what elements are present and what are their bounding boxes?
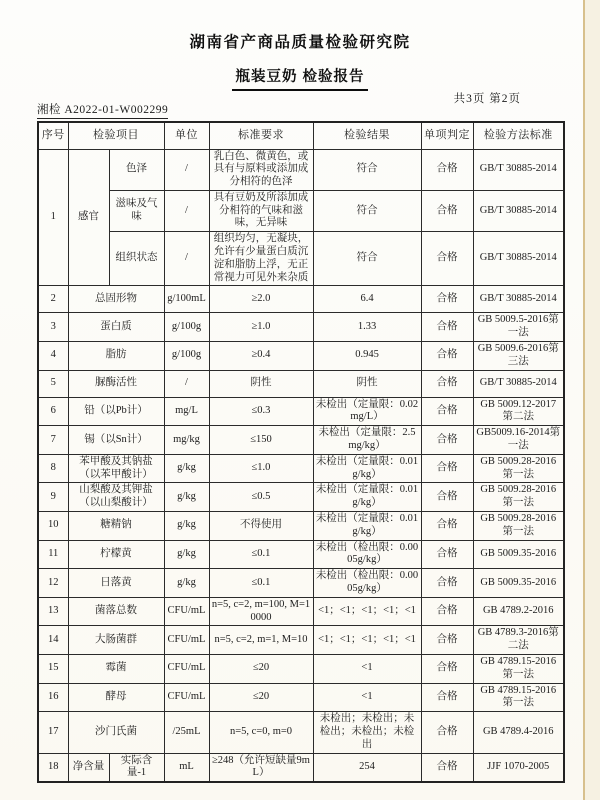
- cell-unit: /: [164, 232, 209, 286]
- cell-result: <1: [313, 683, 421, 712]
- cell-judgement: 合格: [421, 313, 473, 342]
- cell-result: 符合: [313, 232, 421, 286]
- cell-item: 蛋白质: [68, 313, 164, 342]
- cell-item: 铅（以Pb计）: [68, 397, 164, 426]
- cell-seq-no: 17: [38, 712, 68, 753]
- header-result: 检验结果: [313, 122, 421, 149]
- cell-result: 1.33: [313, 313, 421, 342]
- cell-method: GB 5009.5-2016第一法: [473, 313, 564, 342]
- table-row: [38, 712, 564, 753]
- cell-unit: CFU/mL: [164, 683, 209, 712]
- cell-result: 未检出（定量限：0.02mg/L）: [313, 397, 421, 426]
- cell-seq-no: 6: [38, 397, 68, 426]
- table-row: [38, 626, 564, 655]
- table-row: [38, 569, 564, 598]
- cell-item: 沙门氏菌: [68, 712, 164, 753]
- cell-result: 未检出（定量限：0.01g/kg）: [313, 454, 421, 483]
- header-unit: 单位: [164, 122, 209, 149]
- cell-method: GB/T 30885-2014: [473, 190, 564, 231]
- cell-unit: g/kg: [164, 569, 209, 598]
- cell-item: 苯甲酸及其钠盐（以苯甲酸计）: [68, 454, 164, 483]
- cell-item-sub: 实际含量-1: [109, 753, 164, 782]
- cell-standard: ≤20: [209, 683, 313, 712]
- cell-seq-no: 9: [38, 483, 68, 512]
- cell-result: 未检出（检出限：0.0005g/kg）: [313, 569, 421, 598]
- cell-judgement: 合格: [421, 655, 473, 684]
- cell-unit: CFU/mL: [164, 655, 209, 684]
- table-row: [38, 342, 564, 371]
- cell-judgement: 合格: [421, 190, 473, 231]
- cell-result: 0.945: [313, 342, 421, 371]
- cell-item: 山梨酸及其钾盐（以山梨酸计）: [68, 483, 164, 512]
- org-title: 湖南省产商品质量检验研究院: [189, 34, 411, 51]
- cell-judgement: 合格: [421, 683, 473, 712]
- cell-method: GB 4789.2-2016: [473, 597, 564, 626]
- cell-seq-no: 2: [38, 286, 68, 313]
- cell-judgement: 合格: [421, 753, 473, 782]
- cell-unit: mg/L: [164, 397, 209, 426]
- cell-judgement: 合格: [421, 712, 473, 753]
- cell-seq-no: 13: [38, 597, 68, 626]
- cell-item-group: 感官: [68, 149, 109, 286]
- cell-method: GB 4789.3-2016第二法: [473, 626, 564, 655]
- cell-unit: g/kg: [164, 483, 209, 512]
- cell-result: 符合: [313, 190, 421, 231]
- cell-seq-no: 15: [38, 655, 68, 684]
- cell-judgement: 合格: [421, 569, 473, 598]
- cell-seq-no: 8: [38, 454, 68, 483]
- cell-item: 糖精钠: [68, 512, 164, 541]
- cell-unit: /: [164, 370, 209, 397]
- table-row: [38, 540, 564, 569]
- cell-judgement: 合格: [421, 626, 473, 655]
- cell-judgement: 合格: [421, 512, 473, 541]
- cell-seq-no: 14: [38, 626, 68, 655]
- cell-method: GB 5009.28-2016 第一法: [473, 512, 564, 541]
- cell-item: 大肠菌群: [68, 626, 164, 655]
- cell-judgement: 合格: [421, 483, 473, 512]
- report-number: 湘检 A2022-01-W002299: [37, 101, 168, 119]
- cell-standard: ≥248（允许短缺量9mL）: [209, 753, 313, 782]
- cell-judgement: 合格: [421, 149, 473, 190]
- cell-method: GB5009.16-2014第一法: [473, 426, 564, 455]
- cell-unit: CFU/mL: [164, 597, 209, 626]
- cell-standard: ≤0.1: [209, 569, 313, 598]
- report-title-wrap: [0, 65, 600, 91]
- cell-item-group: 净含量: [68, 753, 109, 782]
- cell-result: 未检出；未检出；未检出；未检出；未检出: [313, 712, 421, 753]
- cell-standard: n=5, c=2, m=100, M=10000: [209, 597, 313, 626]
- cell-method: JJF 1070-2005: [473, 753, 564, 782]
- cell-standard: 乳白色、微黄色，或具有与原料或添加成分相符的色泽: [209, 149, 313, 190]
- table-row: [38, 397, 564, 426]
- cell-standard: ≥0.4: [209, 342, 313, 371]
- cell-unit: /: [164, 190, 209, 231]
- cell-standard: ≤0.1: [209, 540, 313, 569]
- cell-judgement: 合格: [421, 426, 473, 455]
- cell-standard: 阴性: [209, 370, 313, 397]
- header-row: [38, 122, 564, 149]
- table-row: [38, 512, 564, 541]
- cell-item: 脲酶活性: [68, 370, 164, 397]
- cell-standard: ≤150: [209, 426, 313, 455]
- cell-standard: 不得使用: [209, 512, 313, 541]
- cell-judgement: 合格: [421, 342, 473, 371]
- cell-method: GB 4789.15-2016第一法: [473, 683, 564, 712]
- cell-method: GB/T 30885-2014: [473, 370, 564, 397]
- cell-standard: n=5, c=2, m=1, M=10: [209, 626, 313, 655]
- cell-seq-no: 7: [38, 426, 68, 455]
- cell-result: 阴性: [313, 370, 421, 397]
- cell-seq-no: 5: [38, 370, 68, 397]
- cell-judgement: 合格: [421, 454, 473, 483]
- cell-unit: g/100g: [164, 313, 209, 342]
- cell-judgement: 合格: [421, 540, 473, 569]
- table-row: [38, 426, 564, 455]
- cell-method: GB/T 30885-2014: [473, 149, 564, 190]
- cell-result: 254: [313, 753, 421, 782]
- cell-standard: 具有豆奶及所添加成分相符的气味和滋味，无异味: [209, 190, 313, 231]
- cell-item: 柠檬黄: [68, 540, 164, 569]
- cell-item-sub: 色泽: [109, 149, 164, 190]
- report-title: 瓶装豆奶 检验报告: [232, 65, 367, 91]
- cell-method: GB 4789.15-2016第一法: [473, 655, 564, 684]
- cell-result: 符合: [313, 149, 421, 190]
- page-number-info: 共3页 第2页: [453, 93, 521, 105]
- cell-method: GB 5009.35-2016: [473, 569, 564, 598]
- cell-seq-no: 11: [38, 540, 68, 569]
- meta-row: [37, 93, 563, 119]
- table-row: [38, 753, 564, 782]
- cell-unit: g/100g: [164, 342, 209, 371]
- cell-standard: ≤1.0: [209, 454, 313, 483]
- cell-standard: ≤20: [209, 655, 313, 684]
- cell-standard: ≤0.5: [209, 483, 313, 512]
- table-row: [38, 370, 564, 397]
- cell-method: GB 5009.35-2016: [473, 540, 564, 569]
- cell-seq-no: 1: [38, 149, 68, 286]
- cell-unit: mg/kg: [164, 426, 209, 455]
- cell-standard: ≤0.3: [209, 397, 313, 426]
- cell-unit: g/kg: [164, 454, 209, 483]
- cell-item-sub: 滋味及气味: [109, 190, 164, 231]
- cell-method: GB 5009.28-2016 第一法: [473, 454, 564, 483]
- cell-result: 未检出（检出限：0.0005g/kg）: [313, 540, 421, 569]
- cell-judgement: 合格: [421, 397, 473, 426]
- cell-result: <1；<1；<1；<1；<1: [313, 597, 421, 626]
- cell-seq-no: 18: [38, 753, 68, 782]
- table-row: [38, 286, 564, 313]
- cell-result: <1；<1；<1；<1；<1: [313, 626, 421, 655]
- cell-unit: g/kg: [164, 540, 209, 569]
- cell-result: 未检出（定量限：0.01g/kg）: [313, 483, 421, 512]
- cell-judgement: 合格: [421, 286, 473, 313]
- cell-result: 未检出（定量限：2.5mg/kg）: [313, 426, 421, 455]
- table-row: [38, 149, 564, 190]
- table-row: [38, 655, 564, 684]
- cell-seq-no: 10: [38, 512, 68, 541]
- header-item: 检验项目: [68, 122, 164, 149]
- table-row: [38, 597, 564, 626]
- cell-standard: ≥2.0: [209, 286, 313, 313]
- cell-seq-no: 16: [38, 683, 68, 712]
- table-row: [38, 454, 564, 483]
- report-table-body: [38, 149, 564, 782]
- cell-judgement: 合格: [421, 232, 473, 286]
- cell-seq-no: 3: [38, 313, 68, 342]
- cell-method: GB 4789.4-2016: [473, 712, 564, 753]
- header-judgement: 单项判定: [421, 122, 473, 149]
- header-seq-no: 序号: [38, 122, 68, 149]
- cell-item: 锡（以Sn计）: [68, 426, 164, 455]
- cell-method: GB/T 30885-2014: [473, 232, 564, 286]
- cell-unit: /: [164, 149, 209, 190]
- cell-result: <1: [313, 655, 421, 684]
- cell-unit: mL: [164, 753, 209, 782]
- cell-unit: g/100mL: [164, 286, 209, 313]
- cell-item: 脂肪: [68, 342, 164, 371]
- cell-unit: g/kg: [164, 512, 209, 541]
- header-method: 检验方法标准: [473, 122, 564, 149]
- cell-item-sub: 组织状态: [109, 232, 164, 286]
- cell-standard: 组织均匀，无凝块，允许有少量蛋白质沉淀和脂肪上浮，无正常视力可见外来杂质: [209, 232, 313, 286]
- cell-unit: /25mL: [164, 712, 209, 753]
- cell-item: 日落黄: [68, 569, 164, 598]
- scan-edge-strip: [585, 0, 600, 800]
- cell-judgement: 合格: [421, 597, 473, 626]
- cell-item: 霉菌: [68, 655, 164, 684]
- cell-standard: n=5, c=0, m=0: [209, 712, 313, 753]
- inspection-table: [37, 121, 565, 783]
- cell-method: GB 5009.12-2017 第二法: [473, 397, 564, 426]
- cell-method: GB/T 30885-2014: [473, 286, 564, 313]
- cell-method: GB 5009.6-2016第三法: [473, 342, 564, 371]
- cell-item: 酵母: [68, 683, 164, 712]
- scan-edge-line: [583, 0, 585, 800]
- table-header: [38, 122, 564, 149]
- cell-judgement: 合格: [421, 370, 473, 397]
- cell-seq-no: 4: [38, 342, 68, 371]
- cell-item: 总固形物: [68, 286, 164, 313]
- cell-item: 菌落总数: [68, 597, 164, 626]
- cell-result: 6.4: [313, 286, 421, 313]
- table-row: [38, 313, 564, 342]
- cell-method: GB 5009.28-2016 第一法: [473, 483, 564, 512]
- header-standard: 标准要求: [209, 122, 313, 149]
- table-row: [38, 483, 564, 512]
- table-row: [38, 232, 564, 286]
- cell-seq-no: 12: [38, 569, 68, 598]
- table-row: [38, 683, 564, 712]
- cell-unit: CFU/mL: [164, 626, 209, 655]
- table-row: [38, 190, 564, 231]
- cell-result: 未检出（定量限：0.01g/kg）: [313, 512, 421, 541]
- cell-standard: ≥1.0: [209, 313, 313, 342]
